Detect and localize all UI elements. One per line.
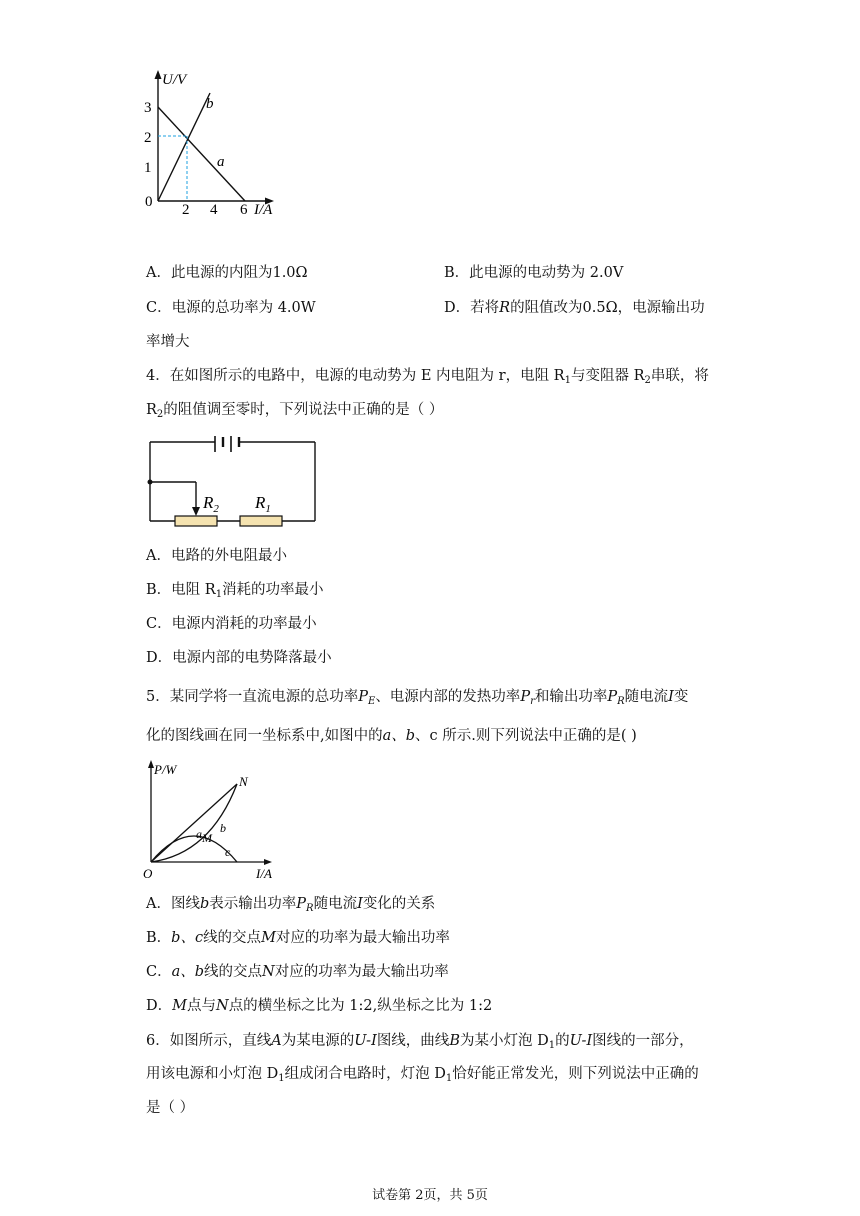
- fig1-ylabel: U/V: [162, 72, 187, 88]
- fig1-ytick-2: 2: [144, 130, 152, 146]
- q6-stem-line1: 6．如图所示，直线A为某电源的U-I图线，曲线B为某小灯泡 $D_1$的U-I图线的一部分，: [146, 1033, 694, 1051]
- fig1-label-a: a: [217, 154, 225, 170]
- q3-option-a: A．此电源的内阻为1.0Ω: [146, 265, 308, 281]
- q6-stem-line3: 是（ ）: [146, 1100, 195, 1116]
- svg-text:N: N: [239, 774, 248, 789]
- resistor-r1: [240, 516, 282, 526]
- svg-text:a: a: [196, 827, 202, 841]
- q5-option-b: B．b、c线的交点M对应的功率为最大输出功率: [146, 930, 450, 946]
- svg-text:b: b: [220, 821, 226, 835]
- q3-option-c: C．电源的总功率为 4.0W: [146, 300, 316, 316]
- svg-text:c: c: [225, 845, 231, 859]
- fig1-xlabel: I/A: [254, 202, 273, 218]
- q6-stem-line2: 用该电源和小灯泡 $D_1$组成闭合电路时，灯泡 $D_1$恰好能正常发光，则下列说法中正确的: [146, 1066, 699, 1084]
- label-r2: $R_2$: [203, 493, 219, 515]
- line-a: [158, 107, 245, 201]
- page-footer: 试卷第 2页，共 5页: [372, 1188, 488, 1203]
- fig1-xtick-4: 4: [210, 202, 218, 218]
- fig1-xtick-2: 2: [182, 202, 190, 218]
- q4-option-d: D．电源内部的电势降落最小: [146, 650, 332, 666]
- q5-stem-line1: 5．某同学将一直流电源的总功率$P_E$、电源内部的发热功率$P_r$和输出功率$P_R$随电流I变: [146, 689, 689, 707]
- fig1-origin: 0: [145, 194, 153, 210]
- figure-power-curves: [140, 756, 285, 886]
- label-r1: $R_1$: [255, 493, 271, 515]
- fig1-xtick-6: 6: [240, 202, 248, 218]
- svg-text:M: M: [202, 831, 212, 845]
- svg-text:O: O: [143, 866, 153, 881]
- q3-option-d: D．若将R的阻值改为0.5Ω，电源输出功: [444, 300, 705, 316]
- rheostat-r2: [175, 516, 217, 526]
- q4-option-b: B．电阻 $R_1$消耗的功率最小: [146, 582, 324, 600]
- fig1-label-b: b: [206, 96, 214, 112]
- q3-option-d-continued: 率增大: [146, 334, 190, 350]
- q4-stem-line1: 4．在如图所示的电路中，电源的电动势为 E 内电阻为 r，电阻 $R_1$与变阻器 $R_2$串联，将: [146, 368, 709, 386]
- q4-option-a: A．电路的外电阻最小: [146, 548, 287, 564]
- q5-stem-line2: 化的图线画在同一坐标系中,如图中的a、b、c 所示.则下列说法中正确的是( ): [146, 728, 637, 744]
- fig1-ytick-3: 3: [144, 100, 152, 116]
- q4-option-c: C．电源内消耗的功率最小: [146, 616, 317, 632]
- q4-stem-line2: $R_2$的阻值调至零时，下列说法中正确的是（ ）: [146, 402, 444, 420]
- line-b: [158, 93, 210, 201]
- svg-text:P/W: P/W: [154, 762, 177, 777]
- q5-option-a: A．图线b表示输出功率$P_R$随电流I变化的关系: [146, 896, 436, 914]
- figure-circuit: [145, 436, 325, 531]
- q3-option-b: B．此电源的电动势为 2.0V: [444, 265, 624, 281]
- svg-text:I/A: I/A: [256, 866, 272, 881]
- figure-ui-graph: [140, 66, 290, 226]
- q5-option-c: C．a、b线的交点N对应的功率为最大输出功率: [146, 964, 449, 980]
- fig1-ytick-1: 1: [144, 160, 152, 176]
- q5-option-d: D．M点与N点的横坐标之比为 1:2,纵坐标之比为 1:2: [146, 998, 493, 1014]
